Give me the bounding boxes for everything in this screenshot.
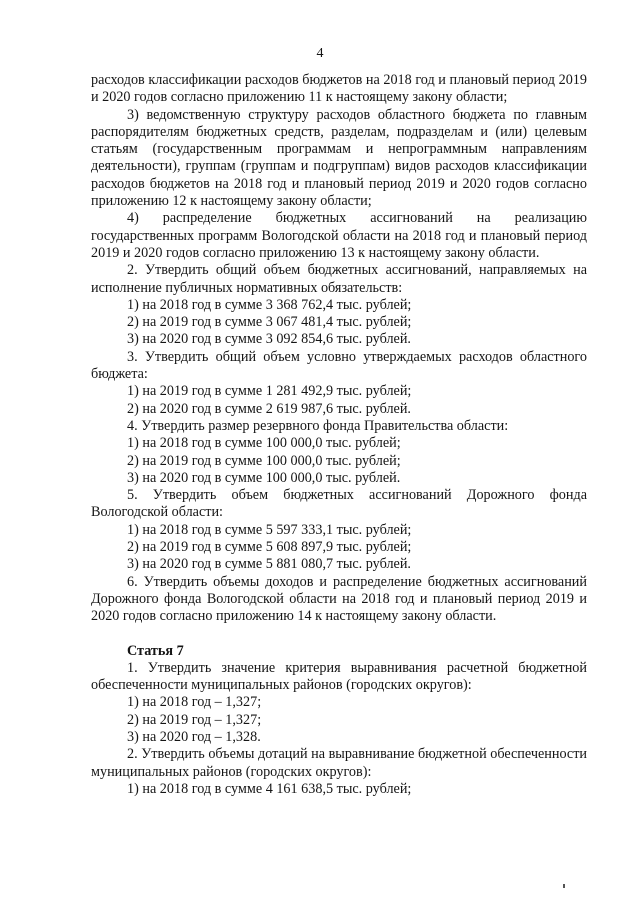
scan-mark [563, 884, 565, 888]
paragraph: 2. Утвердить общий объем бюджетных ассигнований, направляемых на исполнение публичных нормативных обязательств: [91, 262, 587, 296]
paragraph: 6. Утвердить объемы доходов и распределение бюджетных ассигнований Дорожного фонда Вологодской области на 2018 год и плановый период 2019 и 2020 годов согласно приложению 14 к настоящему закону области. [91, 573, 587, 625]
list-item: 2) на 2019 год в сумме 5 608 897,9 тыс. рублей; [127, 539, 412, 556]
paragraph: 4. Утвердить размер резервного фонда Правительства области: [127, 417, 509, 434]
list-item: 1) на 2018 год в сумме 5 597 333,1 тыс. рублей; [127, 521, 412, 538]
paragraph: 5. Утвердить объем бюджетных ассигнований Дорожного фонда Вологодской области: [91, 487, 587, 521]
paragraph: 3. Утвердить общий объем условно утверждаемых расходов областного бюджета: [91, 348, 587, 383]
list-item: 2) на 2019 год – 1,327; [127, 711, 262, 728]
list-item: 2) на 2019 год в сумме 3 067 481,4 тыс. рублей; [127, 314, 412, 331]
paragraph: 3) ведомственную структуру расходов областного бюджета по главным распорядителям бюджетных средств, разделам, подразделам и (или) целевым статьям (государственным программам и непрограммным направлениям деятельности), группам (группам и подгруппам) видов расходов классификации расходов бюджетов на 2018 год и плановый период 2019 и 2020 годов согласно приложению 12 к настоящему закону области; [91, 106, 587, 210]
list-item: 1) на 2018 год – 1,327; [127, 694, 262, 711]
list-item: 1) на 2018 год в сумме 100 000,0 тыс. рублей; [127, 435, 401, 452]
document-body [91, 72, 587, 798]
paragraph: расходов классификации расходов бюджетов на 2018 год и плановый период 2019 и 2020 годов согласно приложению 11 к настоящему закону области; [91, 72, 587, 106]
list-item: 1) на 2018 год в сумме 4 161 638,5 тыс. рублей; [127, 780, 412, 797]
list-item: 3) на 2020 год в сумме 100 000,0 тыс. рублей. [127, 469, 401, 486]
page-number: 4 [316, 46, 324, 61]
paragraph: 1. Утвердить значение критерия выравнивания расчетной бюджетной обеспеченности муниципальных районов (городских округов): [91, 659, 587, 694]
list-item: 3) на 2020 год в сумме 5 881 080,7 тыс. рублей. [127, 556, 411, 573]
paragraph: 4) распределение бюджетных ассигнований на реализацию государственных программ Вологодской области на 2018 год и плановый период 2019 и 2020 годов согласно приложению 13 к настоящему закону области. [91, 210, 587, 261]
list-item: 1) на 2019 год в сумме 1 281 492,9 тыс. рублей; [127, 383, 412, 400]
list-item: 2) на 2020 год в сумме 2 619 987,6 тыс. рублей. [127, 400, 411, 417]
paragraph: 2. Утвердить объемы дотаций на выравнивание бюджетной обеспеченности муниципальных районов (городских округов): [91, 746, 587, 780]
article-heading: Статья 7 [127, 642, 184, 659]
list-item: 3) на 2020 год в сумме 3 092 854,6 тыс. рублей. [127, 331, 411, 348]
list-item: 2) на 2019 год в сумме 100 000,0 тыс. рублей; [127, 452, 401, 469]
list-item: 1) на 2018 год в сумме 3 368 762,4 тыс. рублей; [127, 296, 412, 313]
list-item: 3) на 2020 год – 1,328. [127, 728, 261, 745]
